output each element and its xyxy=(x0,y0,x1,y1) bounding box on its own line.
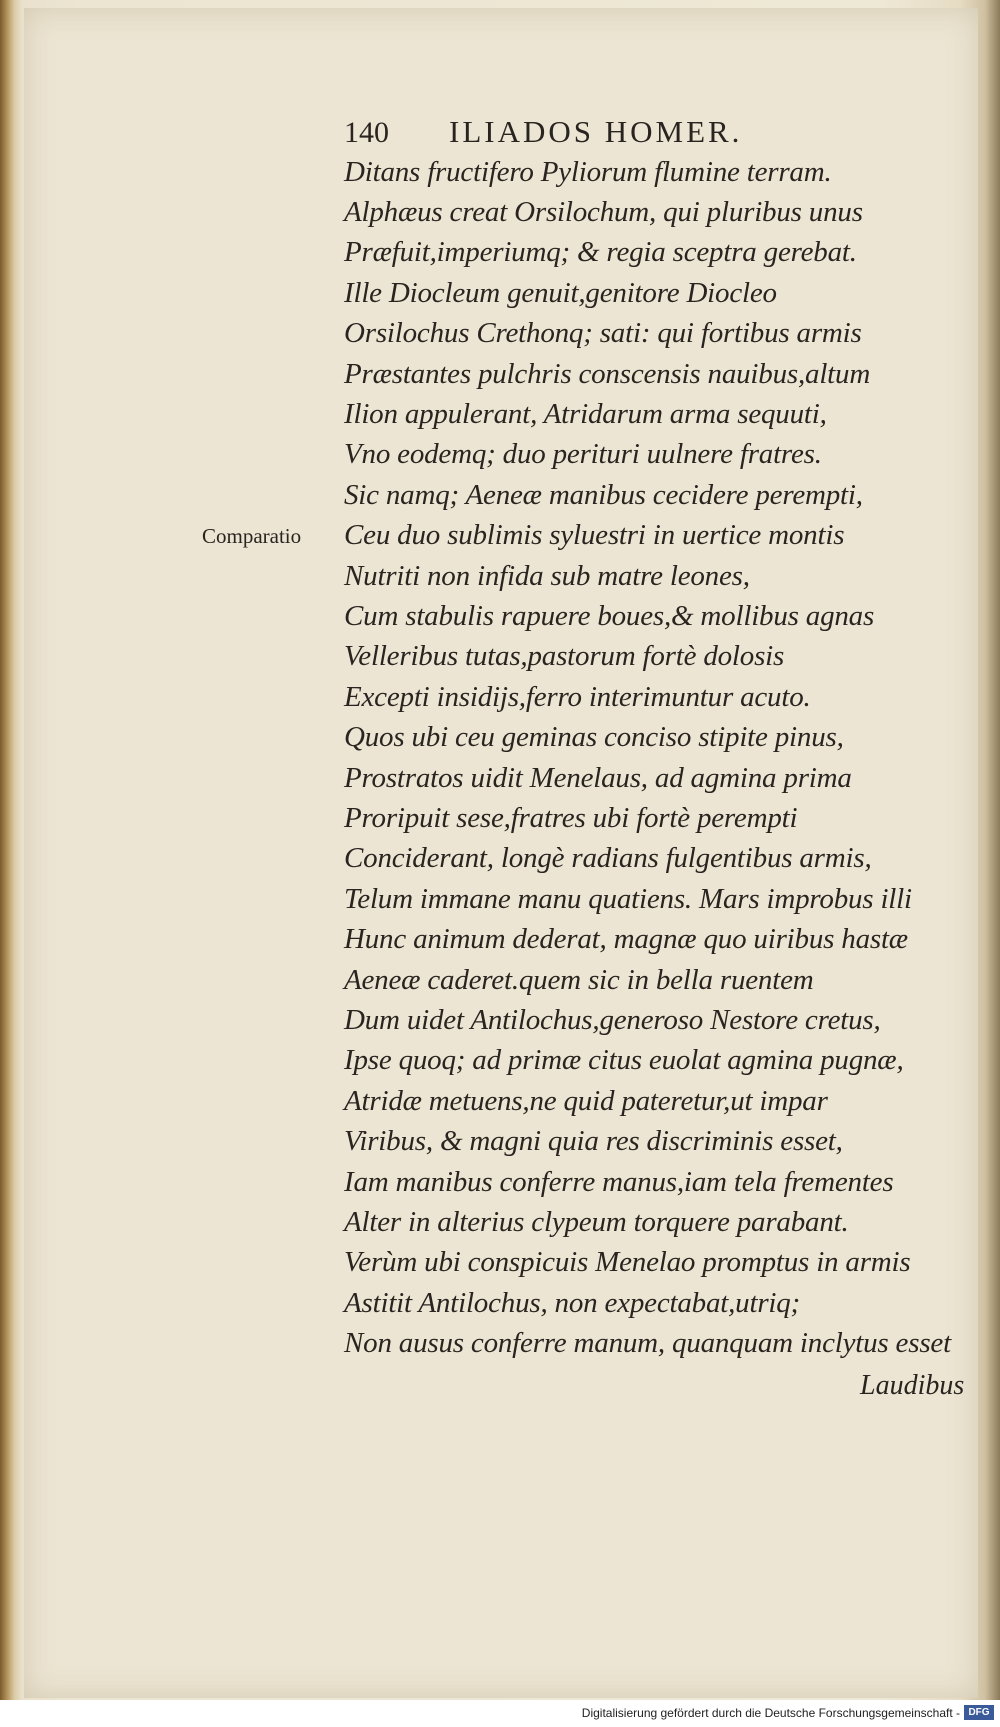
text-line: Dum uidet Antilochus,generoso Nestore cretus, xyxy=(344,1004,881,1036)
text-line: Præfuit,imperiumq; & regia sceptra gerebat. xyxy=(344,236,857,268)
text-line: Telum immane manu quatiens. Mars improbus illi xyxy=(344,883,912,915)
text-line: Ilion appulerant, Atridarum arma sequuti, xyxy=(344,398,827,430)
text-line: Quos ubi ceu geminas conciso stipite pinus, xyxy=(344,721,844,753)
catchword: Laudibus xyxy=(860,1370,965,1401)
text-line: Hunc animum dederat, magnæ quo uiribus hastæ xyxy=(344,923,908,955)
text-line: Ille Diocleum genuit,genitore Diocleo xyxy=(344,277,777,309)
text-line: Conciderant, longè radians fulgentibus armis, xyxy=(344,842,872,874)
text-line: Atridæ metuens,ne quid pateretur,ut impar xyxy=(344,1085,828,1117)
text-line: Ceu duo sublimis syluestri in uertice montis xyxy=(344,519,845,551)
text-line: Iam manibus conferre manus,iam tela frementes xyxy=(344,1166,894,1198)
text-line: Excepti insidijs,ferro interimuntur acuto. xyxy=(344,681,811,713)
text-line: Sic namq; Aeneæ manibus cecidere perempti, xyxy=(344,479,863,511)
text-line: Præstantes pulchris conscensis nauibus,altum xyxy=(344,358,871,390)
text-line: Verùm ubi conspicuis Menelao promptus in armis xyxy=(344,1246,911,1278)
text-line: Velleribus tutas,pastorum fortè dolosis xyxy=(344,640,785,672)
text-line: Astitit Antilochus, non expectabat,utriq; xyxy=(344,1287,801,1319)
funding-credit: Digitalisierung gefördert durch die Deutsche Forschungsgemeinschaft - xyxy=(581,1706,960,1720)
text-line: Cum stabulis rapuere boues,& mollibus agnas xyxy=(344,600,875,632)
margin-note: Comparatio xyxy=(202,524,302,548)
text-line: Orsilochus Crethonq; sati: qui fortibus armis xyxy=(344,317,862,349)
text-line: Ipse quoq; ad primæ citus euolat agmina pugnæ, xyxy=(344,1044,904,1076)
running-title: ILIADOS HOMER. xyxy=(449,114,743,149)
text-line: Nutriti non infida sub matre leones, xyxy=(344,560,750,592)
text-line: Aeneæ caderet.quem sic in bella ruentem xyxy=(344,964,814,996)
page-number: 140 xyxy=(344,116,389,149)
text-line: Prostratos uidit Menelaus, ad agmina prima xyxy=(344,762,852,794)
text-line: Proripuit sese,fratres ubi fortè perempti xyxy=(344,802,798,834)
text-line: Viribus, & magni quia res discriminis esset, xyxy=(344,1125,843,1157)
dfg-logo-icon: DFG xyxy=(964,1705,994,1720)
text-line: Alter in alterius clypeum torquere parabant. xyxy=(344,1206,849,1238)
book-page xyxy=(24,8,978,1698)
text-line: Ditans fructifero Pyliorum flumine terram. xyxy=(344,156,832,188)
footer-bar xyxy=(0,1700,1000,1727)
text-line: Non ausus conferre manum, quanquam inclytus esset xyxy=(344,1327,951,1359)
text-line: Vno eodemq; duo perituri uulnere fratres. xyxy=(344,438,822,470)
text-line: Alphæus creat Orsilochum, qui pluribus unus xyxy=(344,196,863,228)
